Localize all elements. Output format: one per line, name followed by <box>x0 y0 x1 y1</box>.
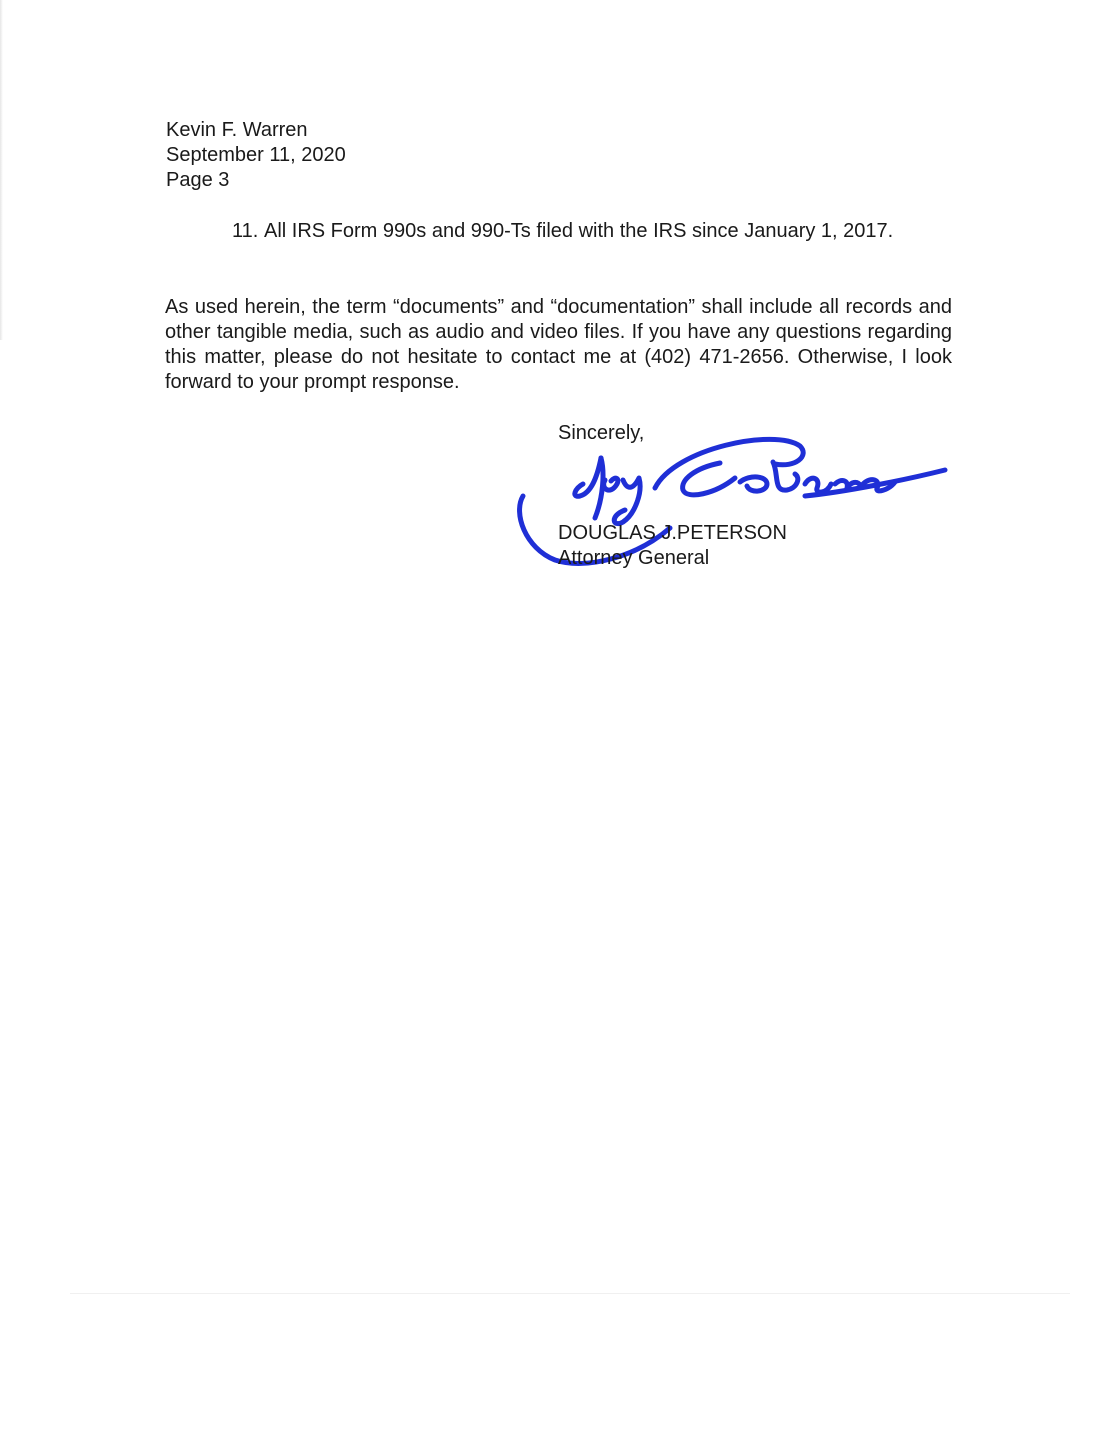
scan-bottom-line <box>70 1293 1070 1294</box>
letter-header <box>166 118 346 193</box>
signer-title: Attorney General <box>558 547 710 569</box>
scan-edge-shadow <box>0 0 3 340</box>
list-item-text: All IRS Form 990s and 990-Ts filed with the IRS since January 1, 2017. <box>264 220 894 242</box>
letter-date: September 11, 2020 <box>166 144 346 166</box>
body-paragraph: As used herein, the term “documents” and “documentation” shall include all records and other tangible media, such as audio and video files. If you have any questions regarding this matter, please do not hesitate to contact me at (402) 471-2656. Otherwise, I look forward to your prompt response. <box>165 296 952 393</box>
list-item-number: 11. <box>232 220 259 242</box>
recipient-name: Kevin F. Warren <box>166 119 308 141</box>
numbered-list-item <box>232 219 932 244</box>
page-number: Page 3 <box>166 169 230 191</box>
closing-salutation: Sincerely, <box>558 422 645 444</box>
signer-name: DOUGLAS J.PETERSON <box>558 522 787 544</box>
